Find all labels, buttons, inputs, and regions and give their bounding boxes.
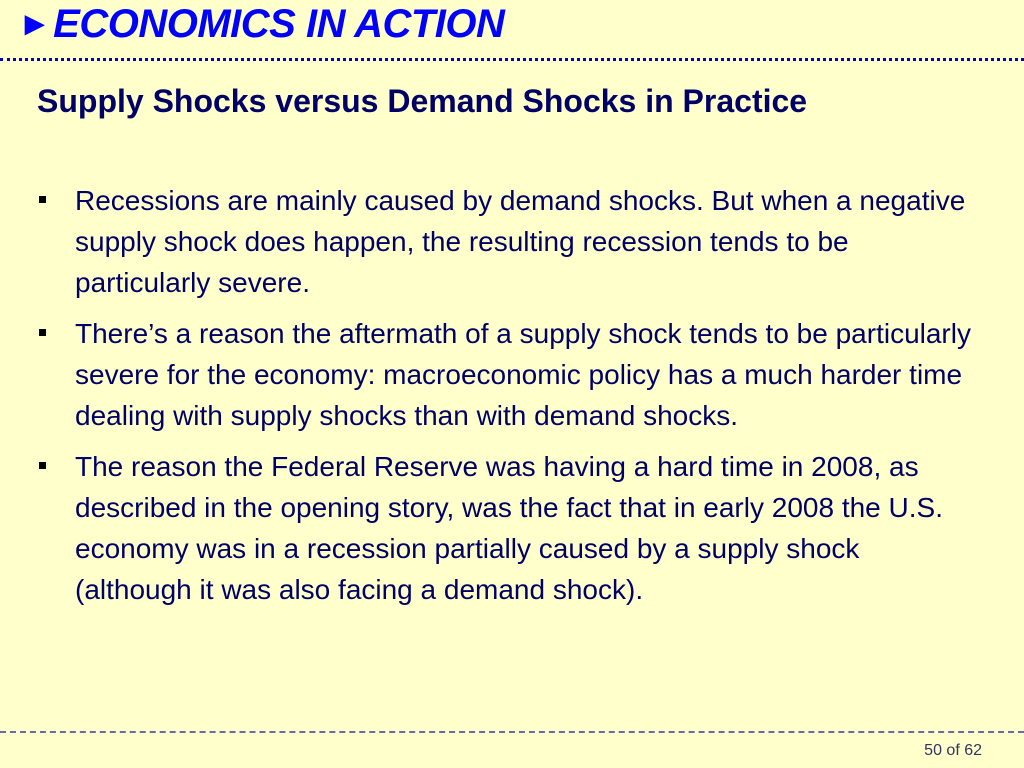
- bullet-text: Recessions are mainly caused by demand shocks. But when a negative supply shock does happen, the resulting recession tends to be particularly severe.: [75, 185, 966, 298]
- bullet-item: [37, 180, 977, 303]
- bullet-list: [37, 180, 977, 620]
- play-arrow-icon: ►: [18, 4, 52, 43]
- section-title: ECONOMICS IN ACTION: [53, 1, 505, 46]
- bullet-text: The reason the Federal Reserve was having a hard time in 2008, as described in the opening story, was the fact that in early 2008 the U.S. economy was in a recession partially caused by a supply shock (although it was also facing a demand shock).: [75, 451, 943, 605]
- bullet-item: [37, 313, 977, 436]
- page-number: 50 of 62: [924, 742, 982, 759]
- bullet-item: [37, 446, 977, 610]
- square-bullet-icon: [39, 196, 46, 203]
- bullet-text: There’s a reason the aftermath of a supply shock tends to be particularly severe for the economy: macroeconomic policy has a much harder time dealing with supply shocks than with demand shocks.: [75, 318, 971, 431]
- square-bullet-icon: [39, 329, 46, 336]
- square-bullet-icon: [39, 462, 46, 469]
- footer-divider: [0, 731, 1024, 733]
- slide-title: Supply Shocks versus Demand Shocks in Practice: [37, 83, 808, 119]
- header-divider: [0, 58, 1024, 61]
- section-header: [18, 2, 504, 46]
